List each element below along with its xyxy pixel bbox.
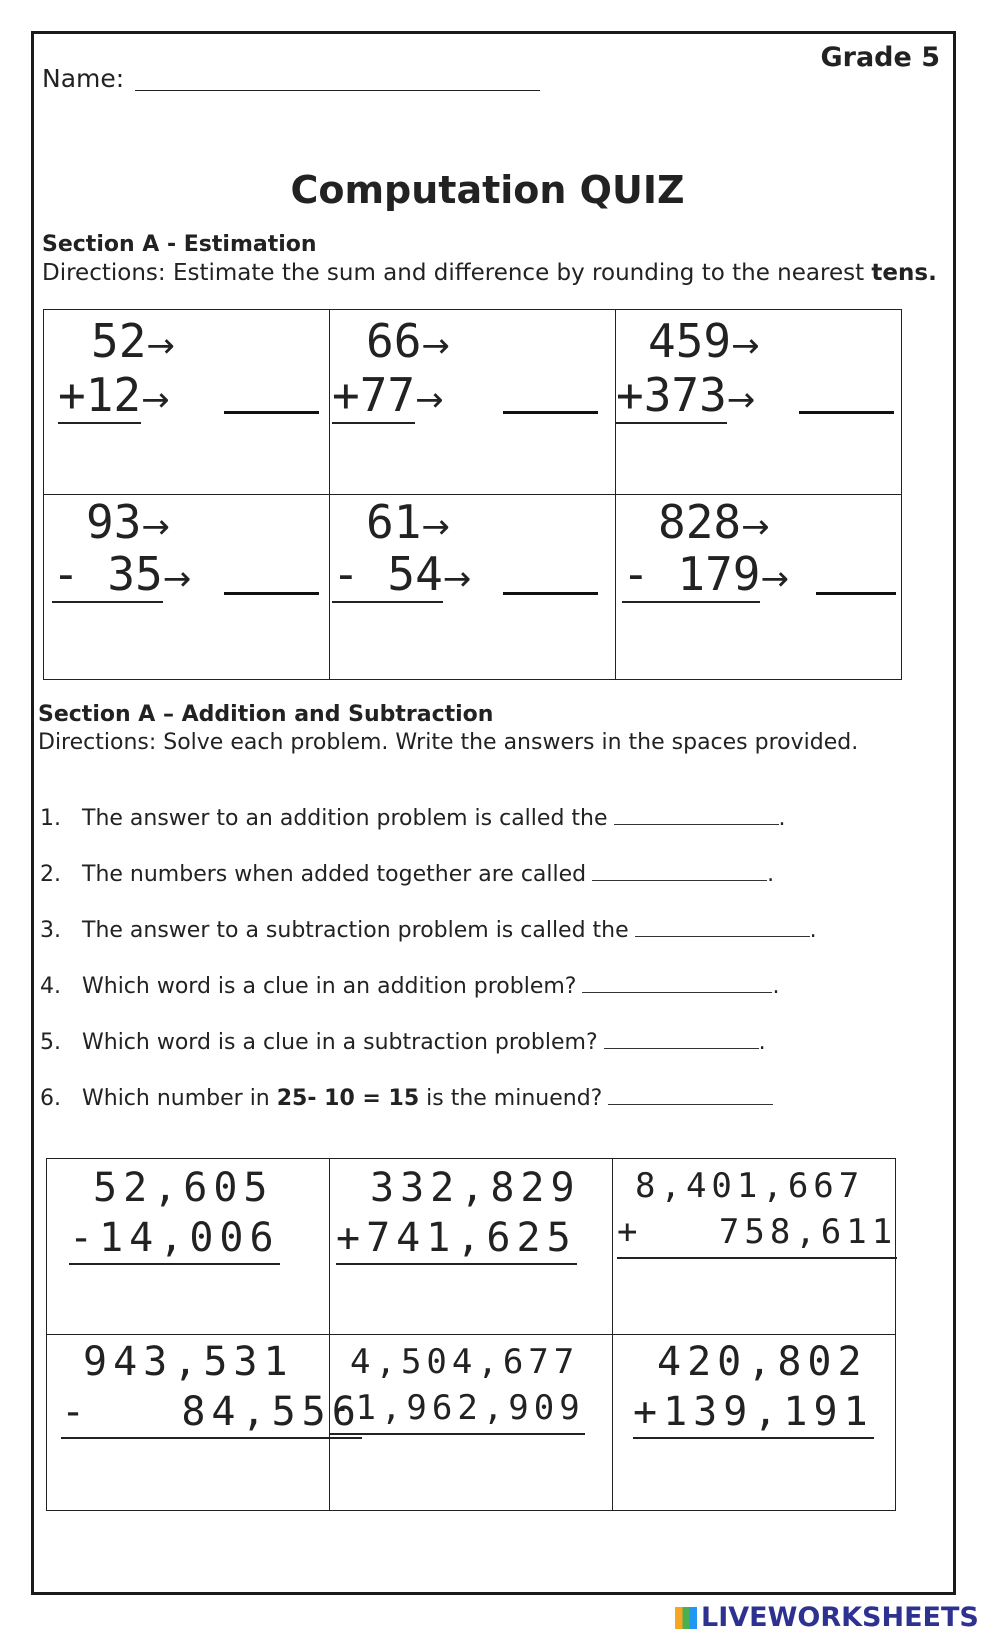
page-title: Computation QUIZ	[290, 168, 685, 212]
computation-top: 52,605	[93, 1165, 274, 1211]
answer-blank[interactable]	[224, 592, 319, 595]
answer-blank[interactable]	[635, 935, 810, 937]
estimation-cell	[330, 310, 616, 495]
computation-bottom: +139,191	[633, 1387, 874, 1439]
estimation-grid	[43, 309, 902, 680]
answer-blank[interactable]	[604, 1047, 759, 1049]
name-label: Name:	[42, 64, 125, 93]
question-item: 5. Which word is a clue in a subtraction problem? .	[40, 1030, 766, 1055]
estimation-bottom: +77→	[332, 368, 444, 422]
computation-bottom: +741,625	[336, 1213, 577, 1265]
computation-top: 943,531	[83, 1339, 294, 1385]
computation-top: 420,802	[657, 1339, 868, 1385]
computation-bottom: + 758,611	[617, 1207, 897, 1259]
estimation-top: 52→	[91, 314, 175, 368]
question-item: 6. Which number in 25- 10 = 15 is the minuend?	[40, 1086, 773, 1111]
section-estimation-directions: Directions: Estimate the sum and difference by rounding to the nearest tens.	[42, 260, 937, 286]
estimation-cell	[616, 495, 902, 680]
answer-blank[interactable]	[816, 592, 896, 595]
estimation-cell	[44, 310, 330, 495]
computation-cell	[613, 1159, 896, 1335]
answer-blank[interactable]	[503, 411, 598, 414]
section-addsub-title: Section A – Addition and Subtraction	[38, 702, 494, 727]
liveworksheets-logo-icon	[675, 1607, 697, 1629]
estimation-bottom: +12→	[58, 368, 170, 422]
section-addsub-directions: Directions: Solve each problem. Write the answers in the spaces provided.	[38, 730, 859, 755]
answer-blank[interactable]	[608, 1103, 773, 1105]
answer-blank[interactable]	[582, 991, 772, 993]
estimation-cell	[330, 495, 616, 680]
estimation-top: 93→	[86, 495, 170, 549]
estimation-bottom: - 179→	[622, 547, 789, 601]
estimation-top: 61→	[366, 495, 450, 549]
estimation-bottom: +373→	[616, 368, 756, 422]
computation-grid	[46, 1158, 896, 1511]
estimation-top: 459→	[648, 314, 760, 368]
computation-cell	[613, 1335, 896, 1511]
question-item: 4. Which word is a clue in an addition problem? .	[40, 974, 780, 999]
section-estimation-title: Section A - Estimation	[42, 232, 317, 257]
answer-blank[interactable]	[592, 879, 767, 881]
estimation-cell	[616, 310, 902, 495]
estimation-top: 66→	[366, 314, 450, 368]
computation-cell	[47, 1159, 330, 1335]
computation-bottom: -1,962,909	[330, 1383, 585, 1435]
answer-blank[interactable]	[614, 823, 779, 825]
question-item: 1. The answer to an addition problem is called the .	[40, 806, 786, 831]
answer-blank[interactable]	[503, 592, 598, 595]
estimation-bottom: - 54→	[332, 547, 472, 601]
question-item: 3. The answer to a subtraction problem is called the .	[40, 918, 817, 943]
computation-bottom: - 84,556	[61, 1387, 362, 1439]
computation-cell	[47, 1335, 362, 1511]
computation-top: 8,401,667	[635, 1166, 865, 1206]
liveworksheets-watermark: LIVEWORKSHEETS	[675, 1602, 979, 1633]
computation-cell	[330, 1335, 613, 1511]
estimation-top: 828→	[658, 495, 770, 549]
name-input-line[interactable]	[135, 90, 540, 91]
estimation-bottom: - 35→	[52, 547, 192, 601]
computation-top: 4,504,677	[350, 1342, 580, 1382]
computation-bottom: -14,006	[69, 1213, 280, 1265]
grade-label: Grade 5	[820, 42, 940, 73]
answer-blank[interactable]	[224, 411, 319, 414]
estimation-cell	[44, 495, 330, 680]
answer-blank[interactable]	[799, 411, 894, 414]
computation-top: 332,829	[370, 1165, 581, 1211]
question-item: 2. The numbers when added together are called .	[40, 862, 775, 887]
computation-cell	[330, 1159, 613, 1335]
